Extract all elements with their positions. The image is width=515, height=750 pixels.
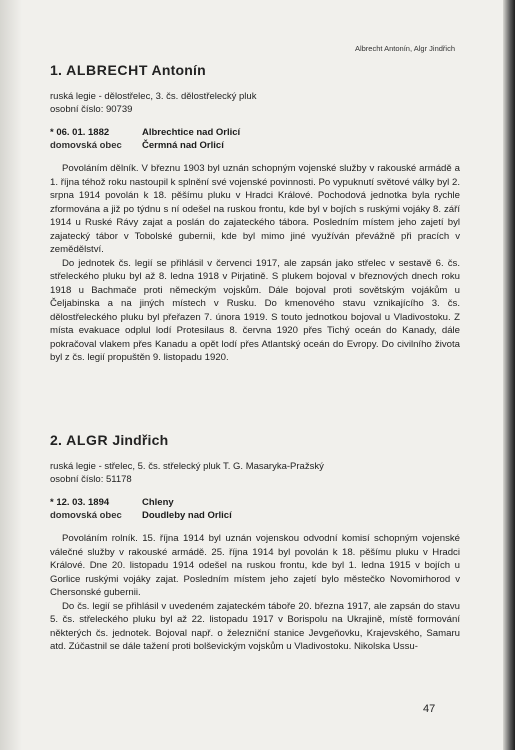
entry-meta <box>50 90 460 116</box>
personal-number-line: osobní číslo: 51178 <box>50 474 132 485</box>
biography-paragraph: Povoláním rolník. 15. října 1914 byl uznán vojenskou odvodní komisí schopným vojenské válečné služby v rakouské armádě. 25. října 1914 byl povolán k 18. pěšímu pluku v Hradci Králové. Dne 20. listopadu 1914 odešel na ruskou frontu, kde byl 1. ledna 1915 v bojích u Gorlice ruskými vojáky zajat. Posledním místem jeho zajetí bylo městečko Novomirhorod v Chersonské gubernii. <box>50 533 460 598</box>
entry-heading <box>50 62 460 78</box>
birth-info <box>50 496 460 522</box>
home-label: domovská obec <box>50 140 122 151</box>
entry-surname: ALBRECHT <box>66 62 148 78</box>
unit-line: ruská legie - dělostřelec, 3. čs. dělostřelecký pluk <box>50 91 257 102</box>
running-head: Albrecht Antonín, Algr Jindřich <box>354 44 455 53</box>
entry-heading <box>50 432 460 448</box>
birth-info <box>50 126 460 152</box>
biography-paragraph: Do čs. legií se přihlásil v uvedeném zajateckém táboře 20. března 1917, ale zapsán do stavu 5. čs. střeleckého pluku byl až 22. listopadu 1917 v Borispolu na Ukrajině, místě formování některých čs. jednotek. Bojoval např. o železniční stanice Jevgeňovku, Krajevského, Samaru atd. Zúčastnil se dále tažení proti bolševickým vojskům u Vladivostoku. Nikolska Ussu- <box>50 600 460 652</box>
birth-place: Albrechtice nad Orlicí <box>142 127 241 138</box>
home-place: Čermná nad Orlicí <box>142 140 224 151</box>
home-label: domovská obec <box>50 510 122 521</box>
biography-paragraph: Do jednotek čs. legií se přihlásil v červenci 1917, ale zapsán jako střelec v sestavě 6. čs. střeleckého pluku byl až 8. ledna 1918 v Pirjatině. S plukem bojoval v březnových dnech roku 1918 u Bachmače proti německým vojskům. Dále bojoval proti sovětským vojákům u Čeljabinska a na jiných místech v Rusku. Do kmenového stavu vznikajícího 3. čs. dělostřeleckého pluku byl přeřazen 7. února 1919. S touto jednotkou bojoval u Vladivostoku. Z místa evakuace odplul lodí Protesilaus 8. června 1920 přes Tichý oceán do Kanady, dále pokračoval vlakem přes Kanadu a opět lodí přes Atlantský oceán do Evropy. Do civilního života byl z čs. legií propuštěn 9. listopadu 1920. <box>50 257 460 363</box>
personal-number-line: osobní číslo: 90739 <box>50 104 133 115</box>
entry-given-name: Antonín <box>151 62 206 78</box>
entry-meta <box>50 460 460 486</box>
entry-given-name: Jindřich <box>112 432 169 448</box>
biography-paragraph: Povoláním dělník. V březnu 1903 byl uznán schopným vojenské služby v rakouské armádě a 1. října téhož roku nastoupil k splnění své vojenské povinnosti. Po vypuknutí světové války byl 2. srpna 1914 povolán k 18. pěšímu pluku v Hradci Králové. Pochodová jednotka byla rychle zformována a již po týdnu s ní odešel na ruskou frontu, kde byl v bojích s ruskými vojáky 8. září 1914 u Ruské Rávy zajat a poslán do zajateckého tábora. Posledním místem jeho zajetí byl zajatecký tábor v Tobolské gubernii, kde byl mimo jiné využíván převážně při pracích v zemědělství. <box>50 163 460 255</box>
entry-number: 2. <box>50 432 63 448</box>
page-edge-wear <box>0 0 22 750</box>
biography <box>50 532 460 654</box>
home-place: Doudleby nad Orlicí <box>142 510 232 521</box>
page-number: 47 <box>423 703 436 715</box>
biography <box>50 162 460 365</box>
binding-shadow <box>503 0 515 750</box>
birth-place: Chleny <box>142 497 174 508</box>
entry-surname: ALGR <box>66 432 109 448</box>
unit-line: ruská legie - střelec, 5. čs. střelecký pluk T. G. Masaryka-Pražský <box>50 461 324 472</box>
birth-date: * 06. 01. 1882 <box>50 127 110 138</box>
entry-algr <box>50 432 460 654</box>
entry-number: 1. <box>50 62 63 78</box>
entry-albrecht <box>50 62 460 365</box>
birth-date: * 12. 03. 1894 <box>50 497 110 508</box>
